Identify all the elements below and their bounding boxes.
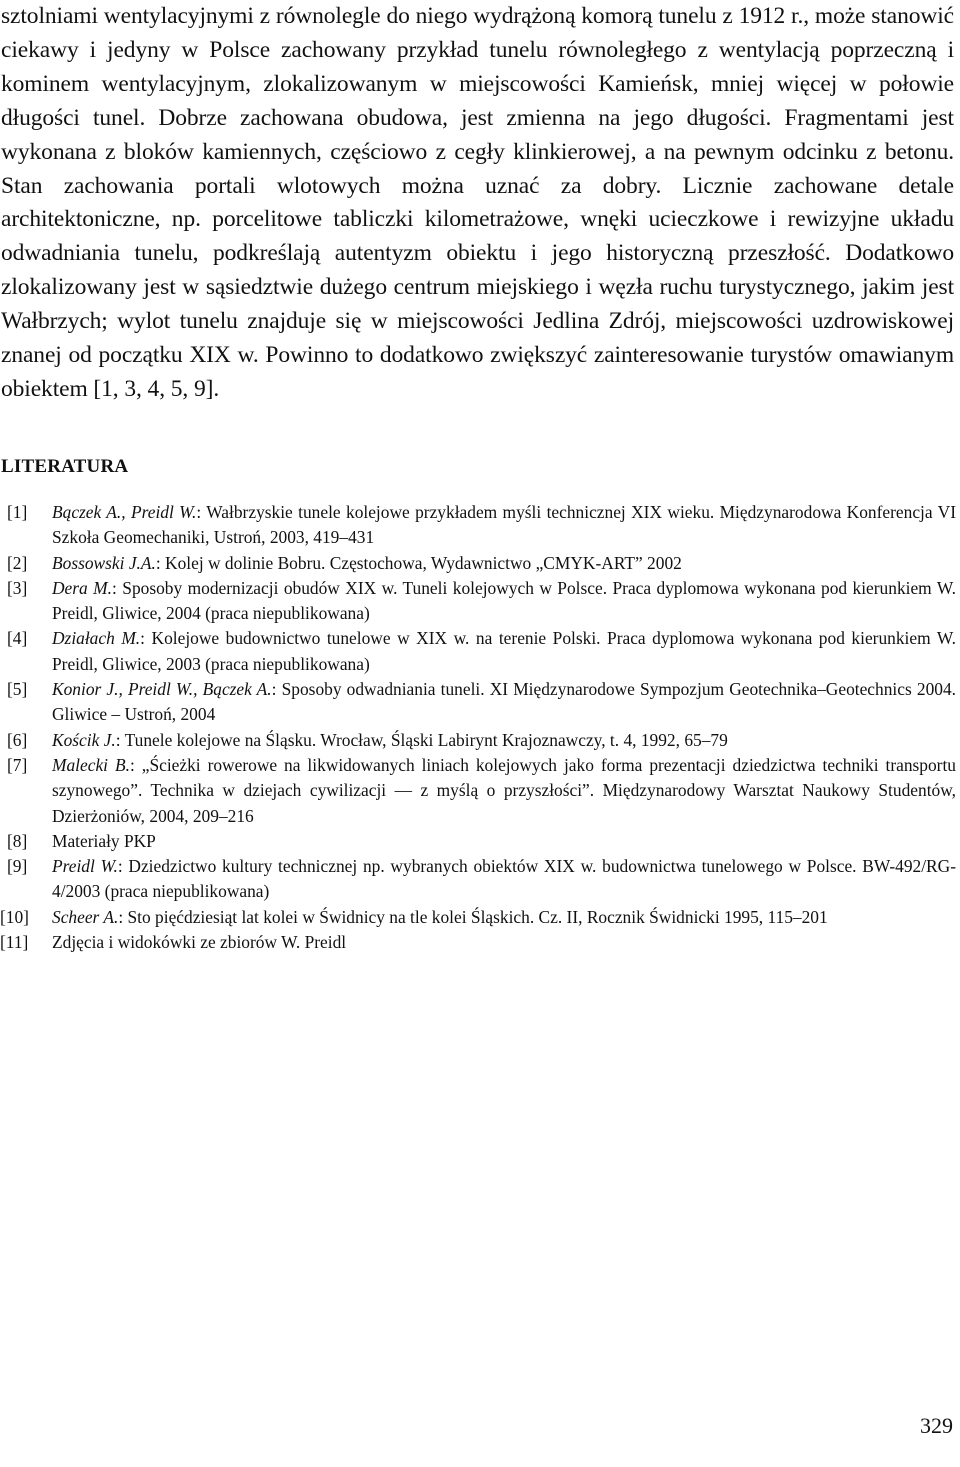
reference-authors: Bączek A., Preidl W. (52, 502, 197, 522)
body-paragraph: sztolniami wentylacyjnymi z równolegle do niego wydrążoną komorą tunelu z 1912 r., może stanowić ciekawy i jedyny w Polsce zachowany przykład tunelu równoległego z wentylacją poprzeczną i kominem wentylacyjnym, zlokalizowanym w miejscowości Kamieńsk, mniej więcej w połowie długości tunel. Dobrze zachowana obudowa, jest zmienna na jego długości. Fragmentami jest wykonana z bloków kamiennych, częściowo z cegły klinkierowej, a na pewnym odcinku z betonu. Stan zachowania portali wlotowych można uznać za dobry. Licznie zachowane detale architektoniczne, np. porcelitowe tabliczki kilometrażowe, wnęki ucieczkowe i rewizyjne układu odwadniania tunelu, podkreślają autentyzm obiektu i jego historyczną przeszłość. Dodatkowo zlokalizowany jest w sąsiedztwie dużego centrum miejskiego i węzła ruchu turystycznego, jakim jest Wałbrzych; wylot tunelu znajduje się w miejscowości Jedlina Zdrój, miejscowości uzdrowiskowej znanej od początku XIX w. Powinno to dodatkowo zwiększyć zainteresowanie turystów omawianym obiektem [1, 3, 4, 5, 9]. (1, 3, 954, 402)
reference-authors: Scheer A. (52, 906, 119, 927)
reference-number: [4] (7, 628, 28, 649)
reference-number: [8] (7, 830, 28, 851)
reference-text: : Sposoby modernizacji obudów XIX w. Tuneli kolejowych w Polsce. Praca dyplomowa wykonana pod kierunkiem W. Preidl, Gliwice, 2004 (praca niepublikowana) (52, 577, 956, 624)
reference-authors: Malecki B. (52, 754, 130, 775)
reference-text: Zdjęcia i widokówki ze zbiorów W. Preidl (52, 932, 347, 953)
reference-text: : Wałbrzyskie tunele kolejowe przykładem myśli technicznej XIX wieku. Międzynarodowa Konferencja VI Szkoła Geomechaniki, Ustroń, 2003, 419–431 (52, 502, 956, 548)
reference-authors: Dera M. (52, 577, 113, 598)
reference-text: : Sto pięćdziesiąt lat kolei w Świdnicy na tle kolei Śląskich. Cz. II, Rocznik Świdnicki 1995, 115–201 (118, 906, 828, 927)
reference-text: : Sposoby odwadniania tuneli. XI Międzynarodowe Sympozjum Geotechnika–Geotechnics 2004. Gliwice – Ustroń, 2004 (52, 679, 956, 725)
reference-item-6 (0, 728, 956, 753)
reference-authors: Preidl W. (52, 856, 118, 877)
reference-text: Materiały PKP (52, 830, 156, 851)
reference-item-7 (0, 753, 956, 829)
reference-item-1 (0, 500, 956, 551)
reference-authors: Działach M. (52, 628, 141, 649)
reference-item-11 (0, 930, 956, 955)
reference-number: [1] (7, 502, 28, 522)
reference-number: [9] (7, 856, 28, 877)
reference-item-10 (0, 905, 956, 930)
reference-item-2 (0, 551, 956, 576)
reference-number: [3] (7, 577, 28, 598)
reference-text: : Tunele kolejowe na Śląsku. Wrocław, Śląski Labirynt Krajoznawczy, t. 4, 1992, 65–79 (115, 729, 728, 750)
reference-item-3 (0, 576, 956, 627)
reference-number: [6] (7, 729, 28, 750)
reference-number: [2] (7, 552, 28, 573)
reference-item-8 (0, 829, 956, 854)
reference-list (0, 500, 956, 955)
reference-item-5 (0, 677, 956, 728)
reference-text: : „Ścieżki rowerowe na likwidowanych liniach kolejowych jako forma prezentacji dziedzictwa techniki transportu szynowego”. Technika w dziejach cywilizacji — z myślą o przyszłości”. Międzynarodowy Warsztat Naukowy Studentów, Dzierżoniów, 2004, 209–216 (52, 754, 957, 826)
page-number: 329 (920, 1413, 953, 1438)
reference-text: : Kolejowe budownictwo tunelowe w XIX w. na terenie Polski. Praca dyplomowa wykonana pod kierunkiem W. Preidl, Gliwice, 2003 (praca niepublikowana) (52, 628, 956, 674)
reference-item-9 (0, 854, 956, 905)
reference-number: [10] (0, 906, 29, 927)
reference-number: [11] (0, 932, 29, 953)
reference-authors: Bossowski J.A. (52, 552, 156, 573)
reference-authors: Kościk J. (52, 729, 116, 750)
reference-number: [5] (7, 679, 28, 700)
section-heading-literatura: LITERATURA (1, 456, 129, 477)
reference-item-4 (0, 626, 956, 677)
reference-text: : Kolej w dolinie Bobru. Częstochowa, Wydawnictwo „CMYK-ART” 2002 (155, 552, 682, 573)
reference-authors: Konior J., Preidl W., Bączek A. (52, 679, 272, 700)
reference-text: : Dziedzictwo kultury technicznej np. wybranych obiektów XIX w. budownictwa tunelowego w Polsce. BW-492/RG-4/2003 (praca niepublikowana) (52, 856, 956, 902)
reference-number: [7] (7, 754, 28, 775)
